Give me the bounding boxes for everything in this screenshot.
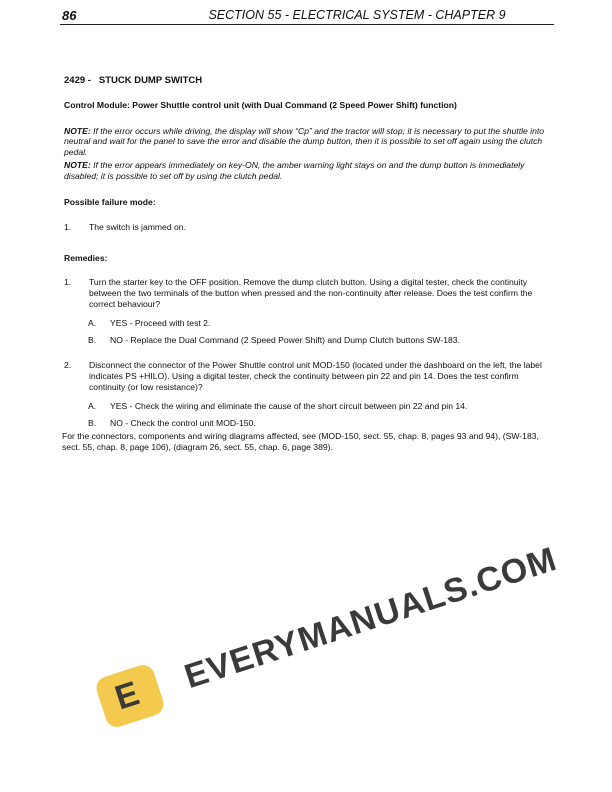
option-text: YES - Check the wiring and eliminate the cause of the short circuit between pin 22 and pin 14. [110,401,468,412]
option-text: NO - Replace the Dual Command (2 Speed Power Shift) and Dump Clutch buttons SW-183. [110,334,460,345]
option-label: B. [88,334,97,345]
note-2 [64,160,552,181]
control-module: Control Module: Power Shuttle control unit (with Dual Command (2 Speed Power Shift) function) [64,100,457,110]
item-number: 1. [64,222,72,233]
section-title: SECTION 55 - ELECTRICAL SYSTEM - CHAPTER 9 [208,8,506,22]
item-text: Disconnect the connector of the Power Shuttle control unit MOD-150 (located under the dashboard on the left, the label indicates PS +HILO). Using a digital tester, check the continuity between pin 22 and pin 14. Does the test confirm continuity (or low resistance)? [89,360,542,392]
option-text: NO - Check the control unit MOD-150. [110,417,256,428]
item-number: 1. [64,277,72,288]
option-label: A. [88,401,97,412]
failure-heading: Possible failure mode: [64,196,156,207]
section-heading: 2429 - STUCK DUMP SWITCH [64,75,203,86]
watermark-logo [93,662,166,730]
note-text: If the error appears immediately on key-ON, the amber warning light stays on and the dump button is immediately disabled; it is possible to set off by using the clutch pedal. [64,160,525,181]
page-body [64,75,552,452]
option-label: A. [88,318,97,329]
failure-item [64,222,552,233]
remedies-heading: Remedies: [64,252,108,263]
remedy-1-option-b [88,335,552,346]
remedy-1-option-a [88,318,552,329]
logo-letter: E [110,674,144,718]
remedy-2-option-b [88,418,552,429]
remedy-2-option-a [88,401,552,412]
page-number: 86 [62,8,77,23]
remedy-1 [64,277,552,309]
note-label: NOTE: [64,160,91,171]
reference-note: For the connectors, components and wiring diagrams affected, see (MOD-150, sect. 55, chap. 8, pages 93 and 94), (SW-183, sect. 55, chap. 8, page 106), (diagram 26, sect. 55, chap. 6, page 389). [62,431,539,452]
remedy-2 [64,360,552,392]
option-text: YES - Proceed with test 2. [110,318,211,329]
option-label: B. [88,417,97,428]
watermark-area [60,539,562,750]
note-label: NOTE: [64,125,91,136]
watermark: EVERYMANUALS.COM [180,539,562,697]
note-1 [64,126,552,158]
item-text: Turn the starter key to the OFF position. Remove the dump clutch button. Using a digital tester, check the continuity between the two terminals of the button when pressed and the non-continuity after release. Does the test confirm the correct behaviour? [89,277,533,309]
item-text: The switch is jammed on. [89,222,186,233]
note-text: If the error occurs while driving, the display will show “Cp” and the tractor will stop; it is necessary to put the shuttle into neutral and wait for the panel to save the error and disable the dump button, then it is possible to set off again using the clutch pedal. [64,125,545,157]
page-header [60,6,554,25]
item-number: 2. [64,360,72,371]
